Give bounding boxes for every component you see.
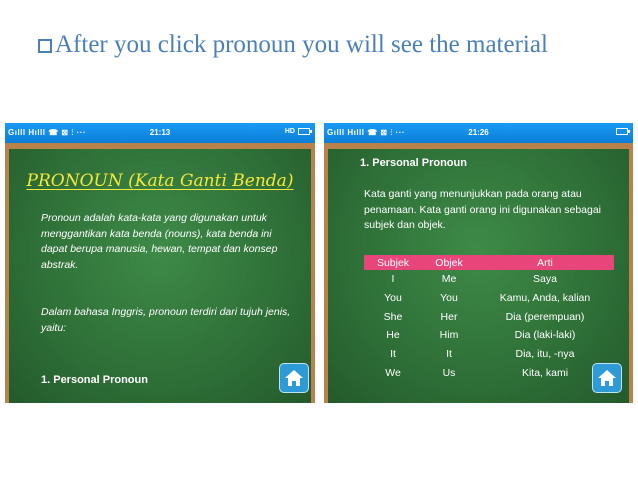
status-time: 21:13 [149,128,171,137]
board-title: PRONOUN (Kata Ganti Benda) [26,171,294,191]
column-header-objek: Objek [422,255,476,270]
cell-objek: You [440,292,458,305]
cell-arti: Dia (perempuan) [505,310,585,323]
home-icon [284,368,304,388]
hd-indicator: HD [284,128,295,135]
status-bar [324,123,633,143]
table-row [364,363,614,382]
chalkboard[interactable] [9,149,311,403]
slide-title-text: After you click pronoun you will see the material [55,31,548,58]
cell-arti: Saya [533,273,557,286]
table-row [364,307,614,326]
cell-subjek: I [391,273,395,286]
board-paragraph-definition: Pronoun adalah kata-kata yang digunakan untuk menggantikan kata benda (nouns), kata benda ini dapat berupa manusia, hewan, tempat dan konsep abstrak. [41,212,278,271]
board-section-heading: 1. Personal Pronoun [41,374,148,386]
cell-objek: Us [442,366,456,379]
cell-objek: Him [439,329,459,342]
battery-icon [298,128,310,135]
cell-subjek: She [383,310,403,323]
right-screenshot [324,123,633,403]
slide-title [38,28,600,62]
checkbox-bullet-icon [38,39,52,53]
table-row [364,289,614,308]
home-button[interactable] [592,363,622,393]
table-row [364,345,614,364]
cell-subjek: It [390,348,396,361]
chalkboard[interactable] [328,149,629,403]
column-header-subjek: Subjek [364,255,422,270]
column-header-arti: Arti [476,255,614,270]
board-paragraph-types: Dalam bahasa Inggris, pronoun terdiri dari tujuh jenis, yaitu: [41,306,291,334]
table-header-row [364,255,614,270]
pronoun-table [364,255,614,382]
board-description: Kata ganti yang menunjukkan pada orang atau penamaan. Kata ganti orang ini digunakan sebagai subjek dan objek. [364,188,602,231]
cell-arti: Kamu, Anda, kalian [499,292,591,305]
cell-subjek: We [385,366,401,379]
left-screenshot [5,123,315,403]
home-button[interactable] [279,363,309,393]
cell-subjek: You [384,292,402,305]
signal-indicators: Gılll Hılll ☎ ⊠ ⫶ ··· [8,128,87,137]
cell-objek: It [446,348,452,361]
cell-objek: Me [441,273,457,286]
table-row [364,326,614,345]
battery-icon [616,128,628,135]
cell-arti: Kita, kami [521,366,569,379]
home-icon [597,368,617,388]
cell-arti: Dia, itu, -nya [515,348,575,361]
board-section-heading: 1. Personal Pronoun [360,157,467,169]
signal-indicators: Gılll Hılll ☎ ⊠ ⫶ ··· [327,128,406,137]
status-time: 21:26 [468,128,489,137]
table-row [364,270,614,289]
cell-objek: Her [440,310,458,323]
cell-arti: Dia (laki-laki) [514,329,576,342]
cell-subjek: He [386,329,400,342]
status-bar [5,123,315,143]
